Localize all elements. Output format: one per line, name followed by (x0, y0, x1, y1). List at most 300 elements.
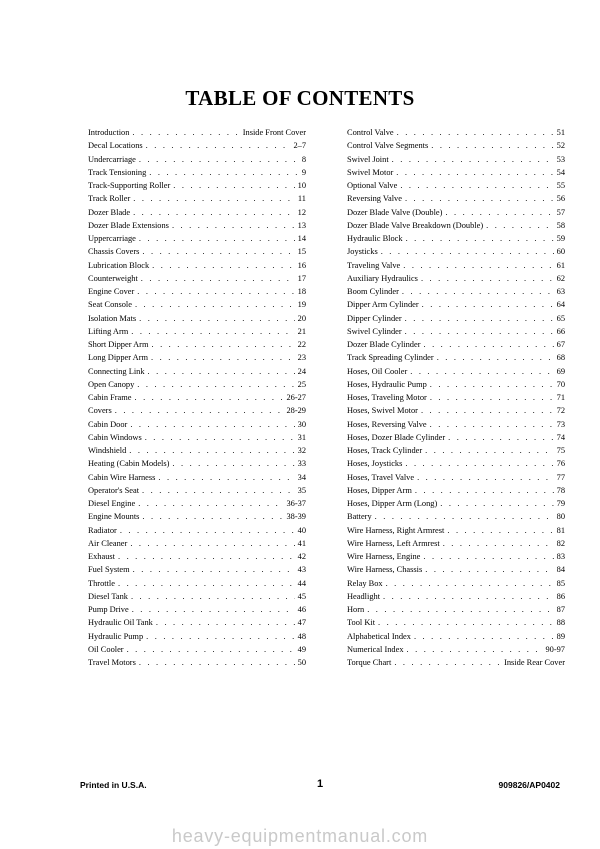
dot-leader (132, 126, 239, 139)
toc-entry-page: 57 (556, 207, 565, 217)
toc-entry (347, 418, 565, 431)
toc-entry-page: 61 (556, 260, 565, 270)
dot-leader (151, 351, 295, 364)
dot-leader (139, 232, 295, 245)
toc-entry-page: 56 (556, 194, 565, 204)
toc-entry-page: 36-37 (286, 499, 306, 508)
toc-entry-page: 64 (556, 300, 565, 310)
toc-entry-title: Track Spreading Cylinder (347, 353, 434, 363)
toc-entry-title: Alphabetical Index (347, 631, 411, 641)
toc-entry (88, 365, 306, 378)
toc-entry-page: 45 (297, 591, 306, 601)
toc-entry-page: 32 (297, 446, 306, 455)
toc-entry-title: Long Dipper Arm (88, 353, 149, 363)
toc-entry-page: 46 (297, 605, 306, 614)
dot-leader (430, 378, 554, 391)
toc-entry-page: 33 (297, 459, 306, 469)
toc-entry-page: 41 (297, 538, 306, 548)
toc-entry-page: 16 (297, 260, 306, 270)
dot-leader (135, 391, 284, 404)
dot-leader (146, 630, 294, 643)
dot-leader (417, 471, 554, 484)
toc-entry-page: 25 (297, 379, 306, 389)
toc-entry-page: 70 (556, 379, 565, 389)
toc-entry-page: 19 (297, 300, 306, 310)
toc-entry-title: Horn (347, 605, 365, 614)
toc-entry-page: 8 (301, 154, 306, 164)
toc-entry-title: Hoses, Joysticks (347, 459, 403, 469)
toc-entry-title: Isolation Mats (88, 313, 137, 323)
toc-entry-page: 43 (297, 565, 306, 575)
toc-entry-page: 31 (297, 432, 306, 442)
toc-entry-title: Hoses, Hydraulic Pump (347, 379, 427, 389)
toc-entry (347, 550, 565, 563)
toc-entry-page: 74 (556, 432, 565, 442)
toc-entry (88, 630, 306, 643)
toc-entry-title: Dozer Blade Cylinder (347, 340, 421, 349)
dot-leader (127, 643, 295, 656)
toc-entry (347, 484, 565, 497)
toc-entry-title: Hoses, Traveling Motor (347, 393, 427, 402)
dot-leader (430, 391, 554, 404)
toc-entry (88, 537, 306, 550)
toc-entry (88, 510, 306, 523)
dot-leader (139, 312, 294, 325)
toc-entry (88, 643, 306, 656)
watermark-text: heavy-equipmentmanual.com (171, 826, 429, 846)
dot-leader (421, 272, 554, 285)
toc-entry (347, 590, 565, 603)
toc-entry-title: Joysticks (347, 247, 378, 257)
toc-entry (347, 179, 565, 192)
toc-entry-page: 42 (297, 552, 306, 561)
dot-leader (403, 259, 553, 272)
dot-leader (405, 192, 554, 205)
toc-entry (347, 139, 565, 152)
dot-leader (414, 630, 554, 643)
toc-entry-page: 9 (301, 167, 306, 177)
toc-entry-page: 76 (556, 459, 565, 469)
dot-leader (158, 471, 294, 484)
dot-leader (129, 444, 294, 457)
toc-entry-page: 53 (556, 154, 565, 164)
toc-entry-title: Throttle (88, 578, 115, 588)
toc-entry-page: 30 (297, 419, 306, 429)
toc-entry-page: 67 (556, 340, 565, 349)
dot-leader (142, 510, 283, 523)
dot-leader (131, 590, 295, 603)
toc-entry-title: Hoses, Oil Cooler (347, 366, 408, 376)
toc-entry (88, 312, 306, 325)
toc-entry (88, 563, 306, 576)
toc-entry (347, 577, 565, 590)
toc-entry-title: Dipper Cylinder (347, 313, 402, 323)
toc-entry (88, 471, 306, 484)
toc-entry-title: Torque Chart (347, 658, 392, 667)
dot-leader (406, 232, 554, 245)
toc-entry-title: Undercarriage (88, 154, 136, 164)
toc-entry-title: Covers (88, 406, 112, 416)
toc-entry-page: 79 (556, 499, 565, 508)
toc-entry-title: Track Tensioning (88, 167, 147, 177)
toc-entry (88, 272, 306, 285)
dot-leader (486, 219, 554, 232)
toc-entry (347, 312, 565, 325)
toc-entry (347, 391, 565, 404)
toc-entry-title: Track Roller (88, 194, 131, 204)
toc-entry-title: Numerical Index (347, 644, 404, 654)
toc-entry (88, 550, 306, 563)
toc-entry-page: 22 (297, 340, 306, 349)
toc-entry-page: 44 (297, 578, 306, 588)
toc-entry-title: Traveling Valve (347, 260, 401, 270)
toc-entry-page: 47 (297, 618, 306, 628)
dot-leader (405, 457, 553, 470)
toc-entry-title: Hoses, Dipper Arm (347, 485, 412, 495)
dot-leader (378, 616, 554, 629)
toc-entry-title: Decal Locations (88, 141, 143, 151)
toc-entry-title: Chassis Covers (88, 247, 140, 257)
toc-entry-page: 14 (297, 234, 306, 243)
toc-entry-page: 77 (556, 472, 565, 482)
toc-entry (347, 219, 565, 232)
toc-entry (347, 365, 565, 378)
dot-leader (172, 219, 295, 232)
dot-leader (118, 550, 295, 563)
toc-entry-title: Dozer Blade Valve Breakdown (Double) (347, 220, 484, 230)
toc-entry-page: 63 (556, 287, 565, 296)
dot-leader (132, 603, 295, 616)
toc-left-column (88, 126, 306, 669)
toc-entry-title: Exhaust (88, 552, 115, 561)
dot-leader (115, 404, 284, 417)
toc-entry-page: 71 (556, 393, 565, 402)
toc-entry (88, 603, 306, 616)
dot-leader (445, 206, 553, 219)
dot-leader (422, 298, 554, 311)
toc-entry-title: Hoses, Dozer Blade Cylinder (347, 432, 446, 442)
toc-entry-title: Reversing Valve (347, 194, 402, 204)
toc-entry-page: 84 (556, 565, 565, 575)
dot-leader (156, 616, 295, 629)
toc-entry-page: 85 (556, 578, 565, 588)
toc-entry (347, 285, 565, 298)
toc-entry-title: Oil Cooler (88, 644, 124, 654)
dot-leader (423, 550, 553, 563)
toc-entry (88, 206, 306, 219)
dot-leader (173, 179, 294, 192)
dot-leader (400, 179, 553, 192)
toc-entry-title: Wire Harness, Engine (347, 552, 421, 561)
toc-entry-title: Track-Supporting Roller (88, 181, 171, 190)
dot-leader (148, 365, 295, 378)
dot-leader (130, 418, 294, 431)
dot-leader (137, 378, 294, 391)
toc-entry (347, 126, 565, 139)
toc-entry-page: 10 (297, 181, 306, 190)
toc-entry (347, 206, 565, 219)
toc-entry-title: Dozer Blade Extensions (88, 220, 169, 230)
toc-entry (88, 179, 306, 192)
toc-entry-title: Control Valve Segments (347, 141, 429, 151)
toc-entry-page: 12 (297, 207, 306, 217)
toc-entry-title: Diesel Tank (88, 591, 128, 601)
toc-entry (88, 232, 306, 245)
toc-entry (88, 484, 306, 497)
toc-entry-title: Cabin Windows (88, 432, 142, 442)
toc-entry (88, 166, 306, 179)
toc-entry-title: Windshield (88, 446, 127, 455)
toc-entry-title: Counterweight (88, 273, 138, 283)
dot-leader (139, 656, 295, 669)
dot-leader (137, 285, 294, 298)
toc-entry (88, 656, 306, 669)
dot-leader (448, 431, 553, 444)
dot-leader (151, 338, 294, 351)
toc-entry-title: Swivel Joint (347, 154, 389, 164)
toc-entry-title: Hoses, Travel Valve (347, 472, 415, 482)
toc-entry (347, 166, 565, 179)
dot-leader (138, 497, 283, 510)
dot-leader (133, 192, 295, 205)
toc-entry (88, 616, 306, 629)
toc-entry (88, 497, 306, 510)
dot-leader (375, 510, 554, 523)
toc-entry (88, 391, 306, 404)
toc-entry-page: 21 (297, 326, 306, 336)
toc-entry (347, 524, 565, 537)
toc-entry-title: Travel Motors (88, 658, 136, 667)
toc-entry (347, 563, 565, 576)
dot-leader (133, 206, 295, 219)
dot-leader (410, 365, 553, 378)
toc-entry (88, 245, 306, 258)
toc-entry-page: 62 (556, 273, 565, 283)
toc-entry-page: 72 (556, 406, 565, 416)
dot-leader (131, 325, 294, 338)
toc-entry-page: 59 (556, 234, 565, 243)
toc-entry (347, 497, 565, 510)
toc-entry-page: 23 (297, 353, 306, 363)
toc-entry (88, 431, 306, 444)
toc-entry (347, 259, 565, 272)
toc-entry-title: Connecting Link (88, 366, 145, 376)
dot-leader (139, 153, 299, 166)
toc-entry (347, 272, 565, 285)
page-number: 1 (316, 778, 324, 790)
dot-leader (142, 484, 295, 497)
dot-leader (431, 139, 553, 152)
toc-entry-title: Battery (347, 512, 372, 522)
toc-entry-title: Hoses, Track Cylinder (347, 446, 423, 455)
toc-entry-page: 86 (556, 591, 565, 601)
dot-leader (381, 245, 554, 258)
toc-entry-page: 24 (297, 366, 306, 376)
toc-entry-page: 35 (297, 485, 306, 495)
toc-entry-page: 82 (556, 538, 565, 548)
toc-entry (347, 457, 565, 470)
toc-entry (347, 643, 565, 656)
toc-entry-page: 11 (297, 194, 306, 204)
dot-leader (443, 537, 554, 550)
toc-entry-title: Hydraulic Pump (88, 631, 144, 641)
dot-leader (383, 590, 554, 603)
dot-leader (135, 298, 295, 311)
toc-entry-title: Radiator (88, 525, 117, 535)
dot-leader (142, 245, 294, 258)
toc-entry (347, 232, 565, 245)
toc-entry-title: Pump Drive (88, 605, 129, 614)
toc-entry-page: 69 (556, 366, 565, 376)
toc-entry-title: Dipper Arm Cylinder (347, 300, 419, 310)
toc-entry-title: Open Canopy (88, 379, 135, 389)
dot-leader (447, 524, 553, 537)
toc-entry-page: 81 (556, 525, 565, 535)
dot-leader (394, 656, 501, 669)
toc-entry (88, 351, 306, 364)
toc-entry (88, 404, 306, 417)
dot-leader (145, 431, 295, 444)
toc-entry-page: 65 (556, 313, 565, 323)
dot-leader (424, 338, 554, 351)
toc-entry-page: 88 (556, 618, 565, 628)
toc-entry (88, 378, 306, 391)
toc-entry-title: Relay Box (347, 578, 383, 588)
toc-entry-title: Hydraulic Block (347, 234, 403, 243)
toc-entry (347, 431, 565, 444)
toc-entry-title: Lifting Arm (88, 326, 129, 336)
toc-entry (88, 285, 306, 298)
toc-entry-page: 34 (297, 472, 306, 482)
toc-entry-page: 15 (297, 247, 306, 257)
printed-in-label: Printed in U.S.A. (80, 780, 147, 790)
toc-entry-page: 90-97 (545, 644, 565, 654)
toc-entry-title: Wire Harness, Right Armrest (347, 525, 445, 535)
toc-entry-page: 2–7 (293, 141, 306, 151)
toc-entry-page: 75 (556, 446, 565, 455)
toc-entry-title: Dozer Blade Valve (Double) (347, 207, 443, 217)
toc-entry-page: Inside Rear Cover (504, 658, 565, 667)
toc-entry (347, 616, 565, 629)
dot-leader (402, 285, 554, 298)
toc-entry-page: 87 (556, 605, 565, 614)
toc-entry-title: Control Valve (347, 128, 394, 137)
toc-entry-page: 13 (297, 220, 306, 230)
toc-entry-title: Swivel Cylinder (347, 326, 402, 336)
toc-entry-title: Operator's Seat (88, 485, 140, 495)
toc-entry (347, 298, 565, 311)
dot-leader (425, 444, 553, 457)
toc-entry (347, 378, 565, 391)
toc-entry-title: Engine Mounts (88, 512, 140, 522)
toc-entry-page: 17 (297, 273, 306, 283)
toc-entry (347, 471, 565, 484)
toc-entry (347, 656, 565, 669)
dot-leader (397, 126, 554, 139)
toc-entry-page: 20 (297, 313, 306, 323)
toc-entry-page: 68 (556, 353, 565, 363)
toc-entry (88, 298, 306, 311)
dot-leader (146, 139, 291, 152)
toc-entry-page: 38-39 (286, 512, 306, 522)
toc-entry (88, 153, 306, 166)
toc-entry (88, 444, 306, 457)
dot-leader (430, 418, 554, 431)
toc-entry-page: 52 (556, 141, 565, 151)
toc-entry (88, 590, 306, 603)
toc-entry-title: Lubrication Block (88, 260, 150, 270)
dot-leader (392, 153, 554, 166)
dot-leader (149, 166, 299, 179)
toc-entry-page: 26-27 (286, 393, 306, 402)
toc-entry (347, 153, 565, 166)
toc-entry-title: Diesel Engine (88, 499, 136, 508)
dot-leader (425, 563, 553, 576)
toc-entry-title: Boom Cylinder (347, 287, 399, 296)
toc-entry (347, 351, 565, 364)
toc-entry-page: 48 (297, 631, 306, 641)
toc-entry-page: 58 (556, 220, 565, 230)
toc-entry-title: Wire Harness, Chassis (347, 565, 423, 575)
toc-entry-page: 18 (297, 287, 306, 296)
toc-entry-title: Wire Harness, Left Armrest (347, 538, 440, 548)
toc-entry-page: 60 (556, 247, 565, 257)
toc-entry-title: Hoses, Swivel Motor (347, 406, 418, 416)
toc-entry-title: Optional Valve (347, 181, 398, 190)
toc-entry (88, 418, 306, 431)
toc-entry (88, 259, 306, 272)
toc-entry-title: Auxiliary Hydraulics (347, 273, 418, 283)
dot-leader (118, 577, 295, 590)
toc-entry (347, 404, 565, 417)
toc-entry (88, 338, 306, 351)
dot-leader (367, 603, 553, 616)
toc-entry-title: Cabin Frame (88, 393, 132, 402)
toc-entry (347, 603, 565, 616)
dot-leader (405, 312, 554, 325)
toc-entry (347, 510, 565, 523)
dot-leader (396, 166, 553, 179)
toc-entry (88, 219, 306, 232)
toc-entry (347, 444, 565, 457)
toc-entry-page: 49 (297, 644, 306, 654)
toc-entry (347, 245, 565, 258)
toc-right-column (347, 126, 565, 669)
toc-entry-title: Fuel System (88, 565, 130, 575)
toc-entry-title: Cabin Wire Harness (88, 472, 156, 482)
dot-leader (133, 563, 295, 576)
toc-entry-page: 66 (556, 326, 565, 336)
toc-entry-title: Hydraulic Oil Tank (88, 618, 153, 628)
toc-entry (347, 192, 565, 205)
toc-entry-page: 80 (556, 512, 565, 522)
toc-entry-page: 51 (556, 128, 565, 137)
toc-entry-title: Hoses, Dipper Arm (Long) (347, 499, 438, 508)
toc-entry-title: Headlight (347, 591, 381, 601)
toc-entry-page: 55 (556, 181, 565, 190)
toc-entry-page: Inside Front Cover (242, 128, 306, 137)
page-title: TABLE OF CONTENTS (185, 86, 415, 110)
toc-entry-title: Dozer Blade (88, 207, 131, 217)
toc-entry (88, 139, 306, 152)
dot-leader (172, 457, 294, 470)
document-code: 909826/AP0402 (498, 780, 560, 790)
toc-entry (347, 537, 565, 550)
toc-entry (347, 630, 565, 643)
toc-entry (347, 325, 565, 338)
toc-entry-page: 40 (297, 525, 306, 535)
toc-entry-title: Cabin Door (88, 419, 128, 429)
